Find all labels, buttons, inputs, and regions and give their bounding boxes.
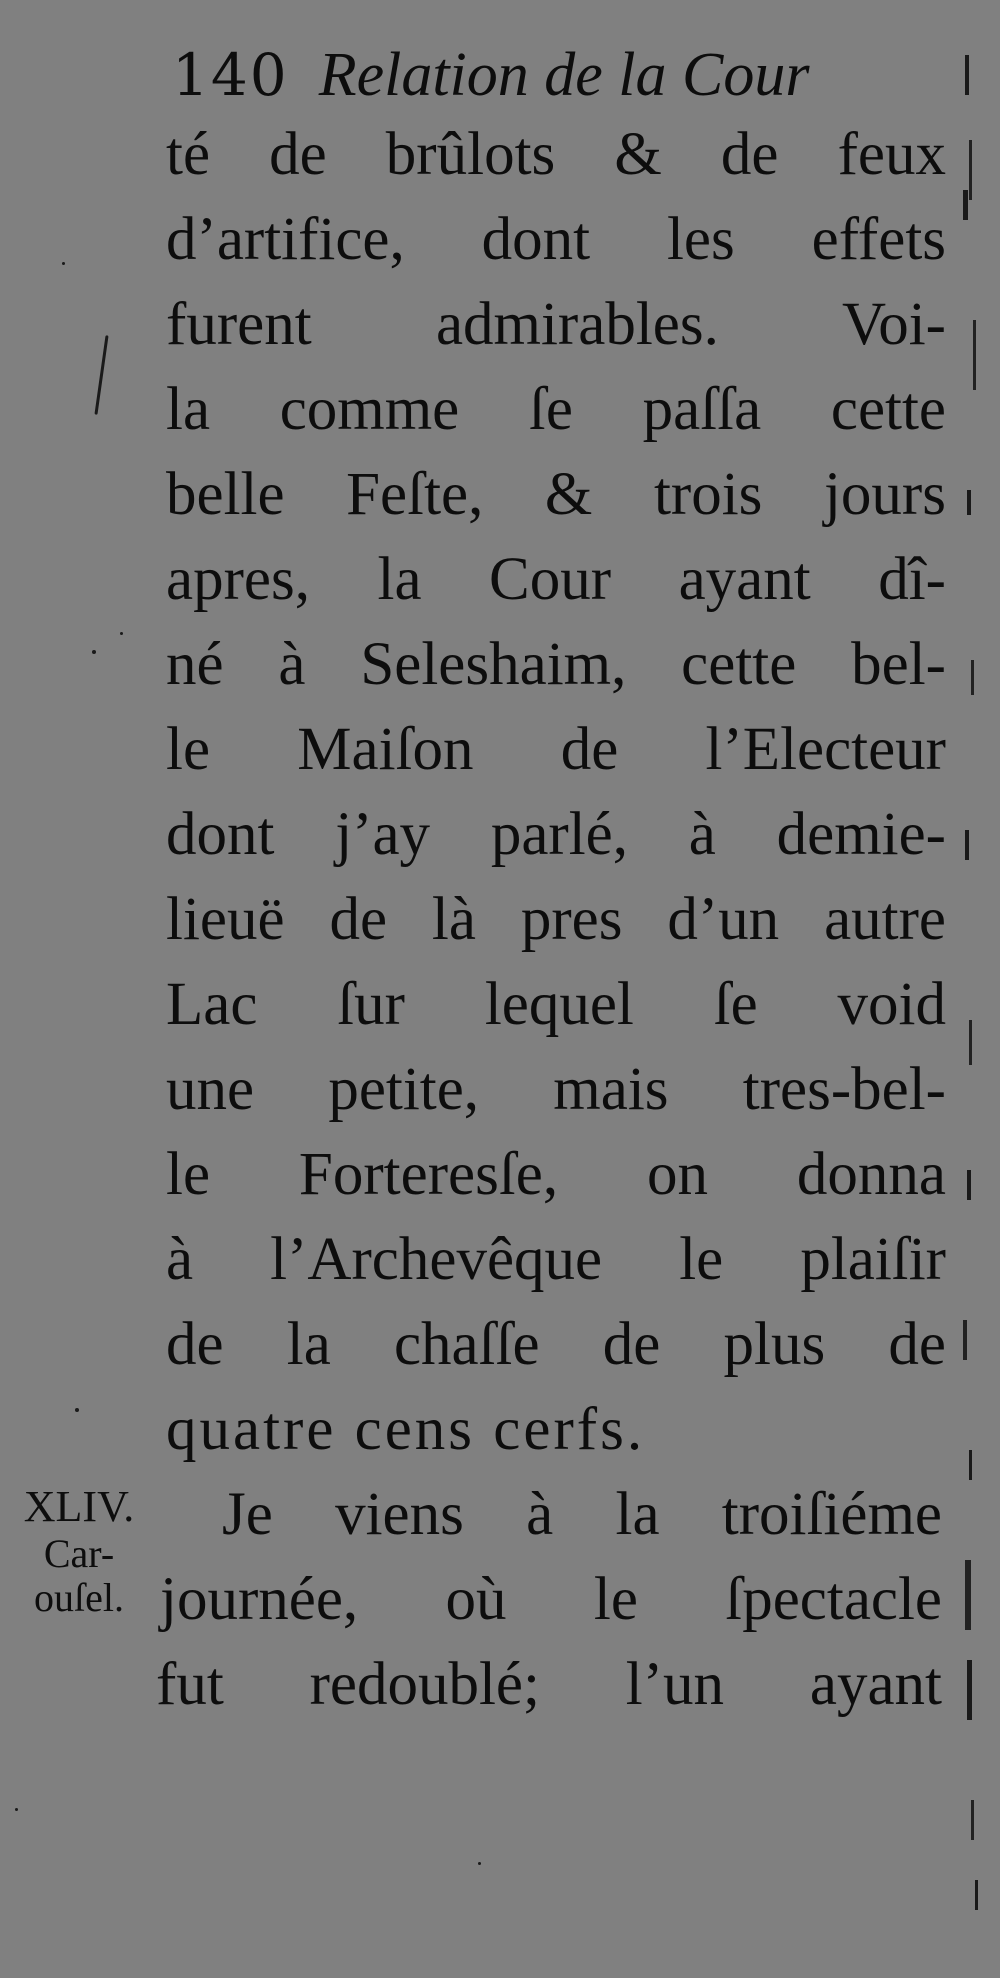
text-line: dont j’ay parlé, à demie- xyxy=(166,801,946,868)
text-line: lieuë de là pres d’un autre xyxy=(166,886,946,953)
text-line: journée, où le ſpectacle xyxy=(160,1566,942,1633)
text-line: d’artifice, dont les effets xyxy=(166,206,946,273)
text-line: fut redoublé; l’un ayant xyxy=(156,1651,942,1718)
text-line: Lac ſur lequel ſe void xyxy=(166,971,946,1038)
text-line: le Maiſon de l’Electeur xyxy=(166,716,946,783)
text-line: une petite, mais tres-bel- xyxy=(166,1056,946,1123)
ink-speck xyxy=(92,650,96,654)
ink-speck xyxy=(75,1408,79,1412)
text-line: apres, la Cour ayant dî- xyxy=(166,546,946,613)
text-line: né à Seleshaim, cette bel- xyxy=(166,631,946,698)
marginal-note-line: Car- xyxy=(43,1531,115,1576)
ink-speck xyxy=(15,1808,18,1811)
text-line: le Forteresſe, on donna xyxy=(166,1141,946,1208)
text-line: quatre cens cerfs. xyxy=(166,1396,646,1463)
running-title: Relation de la Cour xyxy=(318,41,810,109)
text-line: té de brûlots & de feux xyxy=(166,121,946,188)
text-line: Je viens à la troiſiéme xyxy=(222,1481,942,1548)
ink-speck xyxy=(478,1862,481,1865)
ink-speck xyxy=(62,262,65,265)
text-line: belle Feſte, & trois jours xyxy=(166,461,946,528)
text-line: la comme ſe paſſa cette xyxy=(166,376,946,443)
marginal-note-number: XLIV. xyxy=(23,1482,135,1531)
marginal-note-line: ouſel. xyxy=(34,1575,124,1620)
text-line: furent admirables. Voi- xyxy=(166,291,946,358)
text-line: de la chaſſe de plus de xyxy=(166,1311,946,1378)
page-number: 140 xyxy=(172,41,289,109)
ink-speck xyxy=(120,632,123,635)
show-through-speckles xyxy=(955,40,985,1940)
ink-mark xyxy=(94,335,108,415)
page-header xyxy=(172,40,810,110)
text-line: à l’Archevêque le plaiſir xyxy=(166,1226,946,1293)
